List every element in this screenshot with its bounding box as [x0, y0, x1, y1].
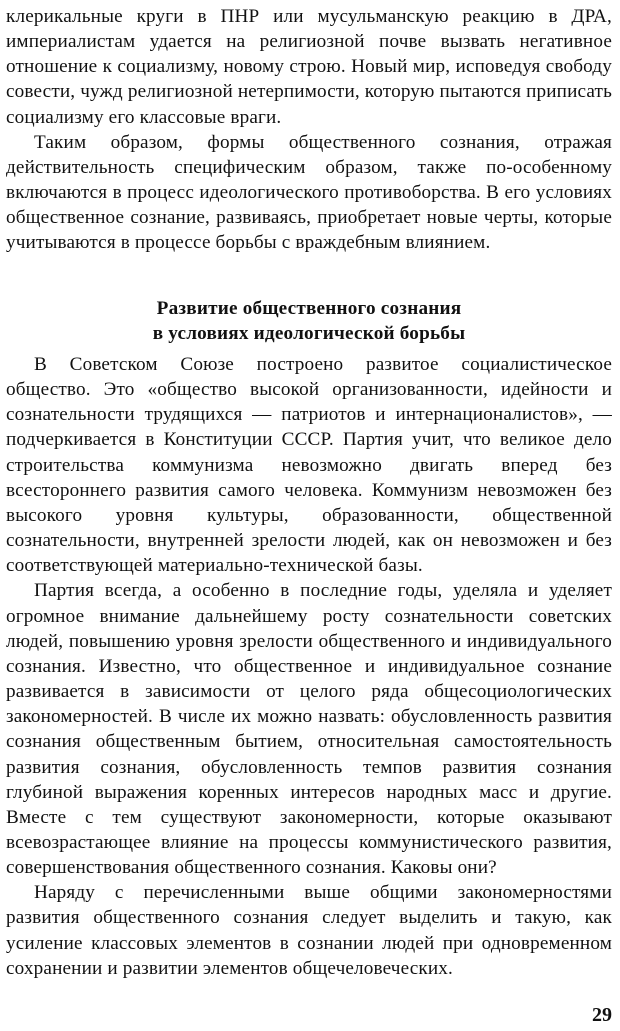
paragraph: Партия всегда, а особенно в последние годы, уделяла и уделяет огромное внимание дальнейшему росту сознательности советских людей, повышению уровня зрелости общественного и индивидуального сознания. Известно, что общественное и индивидуальное сознание развивается в зависимости от целого ряда общесоциологических закономерностей. В числе их можно назвать: обусловленность развития сознания общественным бытием, относительная самостоятельность развития сознания, обусловленность темпов развития сознания глубиной выражения коренных интересов народных масс и другие. Вместе с тем существуют закономерности, которые оказывают всевозрастающее влияние на процессы коммунистического развития, совершенствования общественного сознания. Каковы они?	[6, 580, 612, 879]
paragraph: Таким образом, формы общественного сознания, отражая действительность специфическим образом, также по-особенному включаются в процесс идеологического противоборства. В его условиях общественное сознание, развиваясь, приобретает новые черты, которые учитываются в процессе борьбы с враждебным влиянием.	[6, 131, 612, 254]
page-number: 29	[592, 1004, 612, 1026]
paragraph: Наряду с перечисленными выше общими закономерностями развития общественного сознания следует выделить и такую, как усиление классовых элементов в сознании людей при одновременном сохранении и развитии элементов общечеловеческих.	[6, 882, 612, 979]
top-text-section	[6, 4, 612, 256]
paragraph-continuation: клерикальные круги в ПНР или мусульманскую реакцию в ДРА, империалистам удается на религиозной почве вызвать негативное отношение к социализму, новому строю. Новый мир, исповедуя свободу совести, чужд религиозной нетерпимости, которую пытаются приписать социализму его классовые враги.	[6, 6, 612, 128]
section-heading	[6, 296, 612, 346]
paragraph: В Советском Союзе построено развитое социалистическое общество. Это «общество высокой организованности, идейности и сознательности трудящихся — патриотов и интернационалистов», — подчеркивается в Конституции СССР. Партия учит, что великое дело строительства коммунизма невозможно двигать вперед без всестороннего развития самого человека. Коммунизм невозможен без высокого уровня культуры, образованности, общественной сознательности, внутренней зрелости людей, как он невозможен и без соответствующей материально-технической базы.	[6, 354, 612, 577]
section-heading-line-1: Развитие общественного сознания	[156, 298, 462, 319]
main-text-section	[6, 352, 612, 981]
section-heading-line-2: в условиях идеологической борьбы	[152, 323, 466, 344]
